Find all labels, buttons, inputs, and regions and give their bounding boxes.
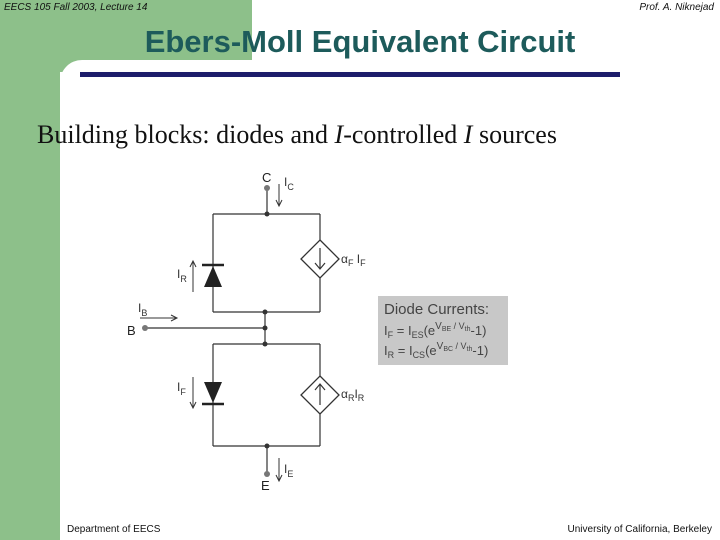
collector-junction (265, 212, 270, 217)
dependent-current-source-top-icon (301, 240, 339, 278)
bottom-base-junction (263, 342, 268, 347)
if-equation: $I_F = I_{ES}(e^VBE / Vth-1)$ (384, 321, 487, 340)
collector-terminal (264, 185, 270, 191)
footer-university: University of California, Berkeley (567, 524, 712, 535)
slide-title: Ebers-Moll Equivalent Circuit (144, 24, 576, 59)
alpha-f-if-label: $\alpha_F$ $I_F$ (341, 252, 366, 268)
ic-arrow-icon (276, 184, 282, 206)
emitter-terminal (264, 471, 270, 477)
ir-equation: $I_R = I_{CS}(e^VBC / Vth-1)$ (384, 341, 489, 360)
if-arrow-icon (190, 377, 196, 408)
diode-currents-heading: Diode Currents: (384, 301, 490, 318)
diode-currents-box (378, 296, 508, 365)
forward-diode-icon (202, 382, 224, 404)
dependent-current-source-bottom-icon (301, 376, 339, 414)
ic-label: $I_C$ (284, 175, 294, 192)
ie-arrow-icon (276, 458, 282, 481)
if-label: $I_F$ (177, 380, 186, 397)
ir-label: $I_R$ (177, 267, 187, 284)
alpha-r-ir-label: $\alpha_RI_R$ (341, 387, 365, 403)
base-junction (263, 326, 268, 331)
slide-subtitle: Building blocks: diodes and I-controlled I sources (37, 120, 557, 149)
ir-arrow-icon (190, 261, 196, 292)
emitter-junction (265, 444, 270, 449)
author-header: Prof. A. Niknejad (639, 2, 714, 13)
base-terminal (142, 325, 148, 331)
node-e-label: E (261, 478, 270, 493)
ib-label: $I_B$ (138, 301, 148, 318)
reverse-diode-icon (202, 265, 224, 287)
ie-label: $I_E$ (284, 462, 294, 479)
top-base-junction (263, 310, 268, 315)
node-c-label: C (262, 170, 272, 185)
course-header: EECS 105 Fall 2003, Lecture 14 (4, 2, 148, 13)
node-b-label: B (127, 323, 136, 338)
footer-department: Department of EECS (67, 524, 161, 535)
